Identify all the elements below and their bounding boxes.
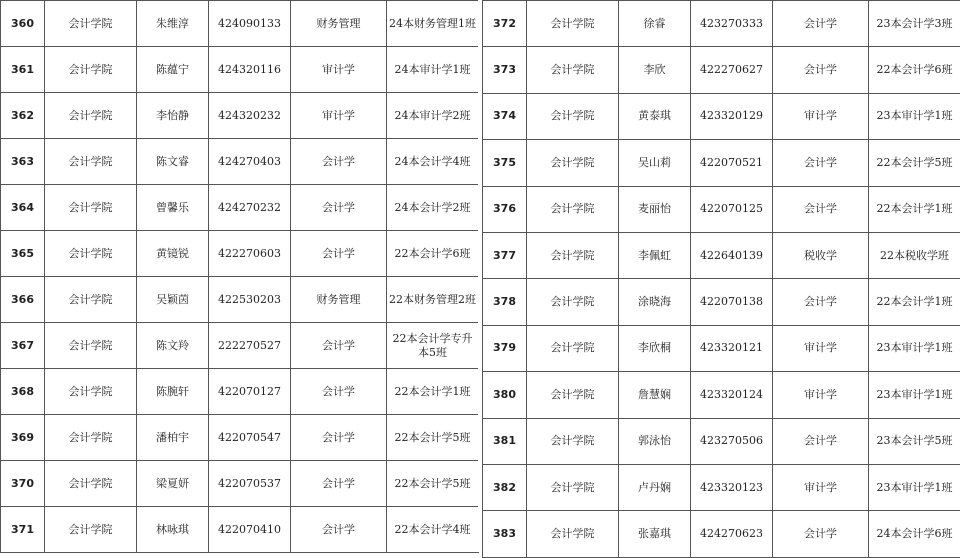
major-cell: 审计学 bbox=[773, 464, 869, 510]
row-number: 362 bbox=[1, 93, 45, 139]
table-row bbox=[483, 418, 960, 464]
class-cell: 24本审计学1班 bbox=[387, 47, 479, 93]
table-row bbox=[483, 511, 960, 557]
student-id-cell: 424270403 bbox=[209, 139, 291, 185]
major-cell: 会计学 bbox=[773, 1, 869, 47]
student-id-cell: 423320123 bbox=[691, 464, 773, 510]
college-cell: 会计学院 bbox=[45, 461, 137, 507]
student-name-cell: 吴颖茵 bbox=[137, 277, 209, 323]
row-number: 364 bbox=[1, 185, 45, 231]
college-cell: 会计学院 bbox=[45, 47, 137, 93]
student-id-cell: 424320116 bbox=[209, 47, 291, 93]
table-row bbox=[483, 372, 960, 418]
student-name-cell: 李佩虹 bbox=[619, 232, 691, 278]
class-cell: 24本会计学4班 bbox=[387, 139, 479, 185]
class-cell: 22本会计学专升本5班 bbox=[387, 323, 479, 369]
student-name-cell: 陈腕轩 bbox=[137, 369, 209, 415]
major-cell: 会计学 bbox=[773, 47, 869, 93]
student-id-cell: 422070521 bbox=[691, 140, 773, 186]
class-cell: 22本会计学6班 bbox=[387, 231, 479, 277]
row-number: 367 bbox=[1, 323, 45, 369]
college-cell: 会计学院 bbox=[527, 93, 619, 139]
table-row bbox=[1, 185, 479, 231]
major-cell: 会计学 bbox=[773, 418, 869, 464]
student-id-cell: 424090133 bbox=[209, 1, 291, 47]
row-number: 371 bbox=[1, 507, 45, 553]
student-table-right bbox=[482, 0, 960, 558]
student-name-cell: 曾馨乐 bbox=[137, 185, 209, 231]
class-cell: 22本会计学1班 bbox=[869, 279, 960, 325]
class-cell: 23本审计学1班 bbox=[869, 464, 960, 510]
student-id-cell: 423320129 bbox=[691, 93, 773, 139]
table-row bbox=[483, 93, 960, 139]
table-row bbox=[483, 1, 960, 47]
student-table-left bbox=[0, 0, 479, 553]
student-id-cell: 423270333 bbox=[691, 1, 773, 47]
student-name-cell: 陈蕴宁 bbox=[137, 47, 209, 93]
class-cell: 24本审计学2班 bbox=[387, 93, 479, 139]
college-cell: 会计学院 bbox=[45, 369, 137, 415]
table-row bbox=[1, 139, 479, 185]
college-cell: 会计学院 bbox=[45, 1, 137, 47]
college-cell: 会计学院 bbox=[45, 93, 137, 139]
major-cell: 税收学 bbox=[773, 232, 869, 278]
major-cell: 财务管理 bbox=[291, 1, 387, 47]
major-cell: 会计学 bbox=[773, 511, 869, 557]
college-cell: 会计学院 bbox=[527, 325, 619, 371]
student-id-cell: 422070138 bbox=[691, 279, 773, 325]
student-name-cell: 李欣桐 bbox=[619, 325, 691, 371]
major-cell: 会计学 bbox=[291, 507, 387, 553]
college-cell: 会计学院 bbox=[45, 415, 137, 461]
row-number: 372 bbox=[483, 1, 527, 47]
class-cell: 24本会计学2班 bbox=[387, 185, 479, 231]
row-number: 382 bbox=[483, 464, 527, 510]
college-cell: 会计学院 bbox=[527, 279, 619, 325]
student-id-cell: 422070410 bbox=[209, 507, 291, 553]
class-cell: 23本审计学1班 bbox=[869, 93, 960, 139]
college-cell: 会计学院 bbox=[45, 185, 137, 231]
student-name-cell: 郭泳怡 bbox=[619, 418, 691, 464]
class-cell: 22本会计学5班 bbox=[869, 140, 960, 186]
row-number: 377 bbox=[483, 232, 527, 278]
class-cell: 24本财务管理1班 bbox=[387, 1, 479, 47]
row-number: 365 bbox=[1, 231, 45, 277]
row-number: 370 bbox=[1, 461, 45, 507]
table-row bbox=[483, 186, 960, 232]
student-id-cell: 222270527 bbox=[209, 323, 291, 369]
major-cell: 会计学 bbox=[291, 185, 387, 231]
student-name-cell: 张嘉琪 bbox=[619, 511, 691, 557]
college-cell: 会计学院 bbox=[45, 323, 137, 369]
student-name-cell: 陈文睿 bbox=[137, 139, 209, 185]
college-cell: 会计学院 bbox=[45, 277, 137, 323]
major-cell: 审计学 bbox=[773, 93, 869, 139]
student-id-cell: 424270232 bbox=[209, 185, 291, 231]
class-cell: 22本会计学4班 bbox=[387, 507, 479, 553]
student-name-cell: 潘柏宇 bbox=[137, 415, 209, 461]
table-row bbox=[1, 323, 479, 369]
student-name-cell: 梁夏妍 bbox=[137, 461, 209, 507]
table-body-right bbox=[483, 1, 960, 558]
student-name-cell: 黄镜锐 bbox=[137, 231, 209, 277]
row-number: 376 bbox=[483, 186, 527, 232]
class-cell: 22本财务管理2班 bbox=[387, 277, 479, 323]
row-number: 368 bbox=[1, 369, 45, 415]
student-name-cell: 麦丽怡 bbox=[619, 186, 691, 232]
college-cell: 会计学院 bbox=[45, 231, 137, 277]
student-name-cell: 涂晓海 bbox=[619, 279, 691, 325]
student-name-cell: 朱维淳 bbox=[137, 1, 209, 47]
row-number: 375 bbox=[483, 140, 527, 186]
major-cell: 审计学 bbox=[773, 325, 869, 371]
table-row bbox=[1, 415, 479, 461]
row-number: 378 bbox=[483, 279, 527, 325]
row-number: 369 bbox=[1, 415, 45, 461]
college-cell: 会计学院 bbox=[45, 507, 137, 553]
student-name-cell: 李怡静 bbox=[137, 93, 209, 139]
student-id-cell: 422070127 bbox=[209, 369, 291, 415]
class-cell: 24本会计学6班 bbox=[869, 511, 960, 557]
class-cell: 22本会计学1班 bbox=[387, 369, 479, 415]
table-row bbox=[1, 47, 479, 93]
student-id-cell: 422270603 bbox=[209, 231, 291, 277]
row-number: 374 bbox=[483, 93, 527, 139]
student-id-cell: 423320124 bbox=[691, 372, 773, 418]
college-cell: 会计学院 bbox=[527, 1, 619, 47]
major-cell: 审计学 bbox=[291, 93, 387, 139]
college-cell: 会计学院 bbox=[527, 186, 619, 232]
table-row bbox=[483, 464, 960, 510]
major-cell: 财务管理 bbox=[291, 277, 387, 323]
major-cell: 会计学 bbox=[291, 139, 387, 185]
class-cell: 23本会计学3班 bbox=[869, 1, 960, 47]
class-cell: 22本税收学班 bbox=[869, 232, 960, 278]
college-cell: 会计学院 bbox=[527, 372, 619, 418]
row-number: 363 bbox=[1, 139, 45, 185]
student-id-cell: 424320232 bbox=[209, 93, 291, 139]
major-cell: 审计学 bbox=[291, 47, 387, 93]
table-row bbox=[1, 461, 479, 507]
student-id-cell: 422640139 bbox=[691, 232, 773, 278]
major-cell: 会计学 bbox=[291, 415, 387, 461]
student-id-cell: 422270627 bbox=[691, 47, 773, 93]
college-cell: 会计学院 bbox=[527, 418, 619, 464]
table-row bbox=[1, 277, 479, 323]
student-id-cell: 422070537 bbox=[209, 461, 291, 507]
table-row bbox=[483, 325, 960, 371]
class-cell: 23本审计学1班 bbox=[869, 372, 960, 418]
row-number: 380 bbox=[483, 372, 527, 418]
college-cell: 会计学院 bbox=[45, 139, 137, 185]
college-cell: 会计学院 bbox=[527, 140, 619, 186]
row-number: 381 bbox=[483, 418, 527, 464]
class-cell: 23本审计学1班 bbox=[869, 325, 960, 371]
college-cell: 会计学院 bbox=[527, 511, 619, 557]
table-row bbox=[1, 507, 479, 553]
student-name-cell: 詹慧娴 bbox=[619, 372, 691, 418]
major-cell: 会计学 bbox=[291, 461, 387, 507]
row-number: 373 bbox=[483, 47, 527, 93]
student-id-cell: 424270623 bbox=[691, 511, 773, 557]
class-cell: 22本会计学1班 bbox=[869, 186, 960, 232]
table-row bbox=[483, 47, 960, 93]
major-cell: 会计学 bbox=[291, 323, 387, 369]
student-name-cell: 吴山莉 bbox=[619, 140, 691, 186]
table-row bbox=[483, 279, 960, 325]
major-cell: 会计学 bbox=[773, 186, 869, 232]
major-cell: 会计学 bbox=[291, 369, 387, 415]
college-cell: 会计学院 bbox=[527, 464, 619, 510]
college-cell: 会计学院 bbox=[527, 47, 619, 93]
student-id-cell: 422070547 bbox=[209, 415, 291, 461]
row-number: 360 bbox=[1, 1, 45, 47]
student-name-cell: 卢丹娴 bbox=[619, 464, 691, 510]
table-row bbox=[1, 93, 479, 139]
major-cell: 会计学 bbox=[291, 231, 387, 277]
class-cell: 22本会计学5班 bbox=[387, 461, 479, 507]
class-cell: 23本会计学5班 bbox=[869, 418, 960, 464]
student-name-cell: 李欣 bbox=[619, 47, 691, 93]
table-row bbox=[483, 232, 960, 278]
table-row bbox=[1, 369, 479, 415]
major-cell: 会计学 bbox=[773, 279, 869, 325]
table-row bbox=[1, 231, 479, 277]
student-id-cell: 422530203 bbox=[209, 277, 291, 323]
row-number: 379 bbox=[483, 325, 527, 371]
major-cell: 审计学 bbox=[773, 372, 869, 418]
class-cell: 22本会计学5班 bbox=[387, 415, 479, 461]
major-cell: 会计学 bbox=[773, 140, 869, 186]
student-name-cell: 陈文羚 bbox=[137, 323, 209, 369]
class-cell: 22本会计学6班 bbox=[869, 47, 960, 93]
student-name-cell: 黄泰琪 bbox=[619, 93, 691, 139]
college-cell: 会计学院 bbox=[527, 232, 619, 278]
row-number: 361 bbox=[1, 47, 45, 93]
student-name-cell: 徐睿 bbox=[619, 1, 691, 47]
table-row bbox=[1, 1, 479, 47]
table-body-left bbox=[1, 1, 479, 553]
row-number: 383 bbox=[483, 511, 527, 557]
table-row bbox=[483, 140, 960, 186]
student-id-cell: 422070125 bbox=[691, 186, 773, 232]
student-id-cell: 423270506 bbox=[691, 418, 773, 464]
student-name-cell: 林咏琪 bbox=[137, 507, 209, 553]
row-number: 366 bbox=[1, 277, 45, 323]
student-id-cell: 423320121 bbox=[691, 325, 773, 371]
